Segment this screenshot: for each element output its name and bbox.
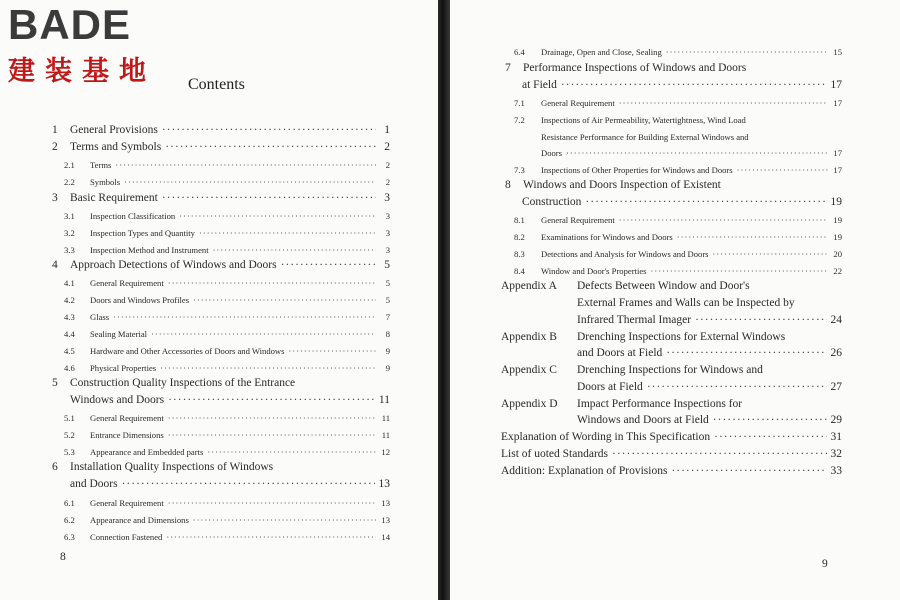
- toc-entry-number: 8.3: [514, 249, 525, 259]
- toc-entry-page: 3: [385, 228, 390, 238]
- toc-dot-leader: [619, 215, 828, 225]
- toc-entry[interactable]: [514, 232, 842, 242]
- toc-entry-page: 5: [384, 259, 390, 271]
- toc-entry[interactable]: [52, 124, 390, 136]
- toc-entry-number: 4.3: [64, 312, 75, 322]
- toc-entry[interactable]: [514, 249, 842, 259]
- toc-entry-title: Drenching Inspections for Windows and: [577, 364, 763, 376]
- toc-dot-leader: [281, 259, 376, 271]
- toc-entry-number: 6.4: [514, 47, 525, 57]
- toc-dot-leader: [165, 141, 376, 153]
- toc-dot-leader: [713, 249, 828, 259]
- toc-entry-title: Inspection Types and Quantity: [90, 228, 195, 238]
- toc-entry-title: Explanation of Wording in This Specification: [501, 431, 711, 443]
- toc-entry-number: 6: [52, 461, 58, 473]
- toc-entry-number: 4.6: [64, 363, 75, 373]
- toc-entry-number: 4.2: [64, 295, 75, 305]
- toc-entry-page: 9: [385, 363, 390, 373]
- toc-entry-title: Inspections of Other Properties for Windows and Doors: [541, 165, 733, 175]
- toc-entry-number: 4: [52, 259, 58, 271]
- toc-entry-number: 8: [505, 179, 511, 191]
- toc-entry-title: General Requirement: [90, 413, 164, 423]
- toc-entry-title: Entrance Dimensions: [90, 430, 164, 440]
- toc-entry-number: 5: [52, 377, 58, 389]
- toc-entry-number: 2: [52, 141, 58, 153]
- toc-entry-page: 1: [384, 124, 390, 136]
- toc-entry-page: 19: [833, 232, 842, 242]
- toc-entry[interactable]: [577, 314, 842, 326]
- toc-dot-leader: [166, 532, 376, 542]
- toc-entry-title: Approach Detections of Windows and Doors: [70, 259, 277, 271]
- toc-entry-title: Appearance and Embedded parts: [90, 447, 204, 457]
- toc-entry[interactable]: [64, 295, 390, 305]
- toc-entry[interactable]: [501, 364, 842, 376]
- toc-entry[interactable]: [514, 215, 842, 225]
- toc-dot-leader: [207, 447, 376, 457]
- toc-entry-number: 4.1: [64, 278, 75, 288]
- toc-dot-leader: [666, 47, 828, 57]
- toc-dot-leader: [162, 124, 376, 136]
- toc-entry-title: Hardware and Other Accessories of Doors and Windows: [90, 346, 285, 356]
- toc-entry-number: 5.3: [64, 447, 75, 457]
- toc-entry[interactable]: [577, 381, 842, 393]
- toc-entry-title: Inspections of Air Permeability, Watertightness, Wind Load: [541, 115, 746, 125]
- right-page: [450, 0, 900, 600]
- right-page-number: 9: [822, 558, 828, 570]
- toc-entry-number: 8.4: [514, 266, 525, 276]
- book-gutter: [438, 0, 450, 600]
- toc-entry-title: and Doors at Field: [577, 347, 663, 359]
- toc-entry-title: Window and Door's Properties: [541, 266, 647, 276]
- toc-entry-title: Doors and Windows Profiles: [90, 295, 190, 305]
- toc-entry-page: 17: [833, 98, 842, 108]
- toc-entry[interactable]: [64, 532, 390, 542]
- toc-entry-title: Performance Inspections of Windows and Doors: [523, 62, 747, 74]
- toc-entry-number: Appendix A: [501, 280, 557, 292]
- toc-entry-title: Construction: [522, 196, 582, 208]
- toc-entry-number: 4.4: [64, 329, 75, 339]
- toc-entry-page: 11: [381, 430, 390, 440]
- toc-entry-title: Glass: [90, 312, 110, 322]
- toc-entry[interactable]: [52, 461, 390, 473]
- toc-dot-leader: [695, 314, 826, 326]
- toc-entry-title: Drenching Inspections for External Windows: [577, 331, 786, 343]
- toc-entry-title: Terms: [90, 160, 112, 170]
- toc-entry-page: 17: [833, 148, 842, 158]
- toc-entry[interactable]: [64, 346, 390, 356]
- toc-entry-title: Resistance Performance for Building External Windows and: [541, 132, 749, 142]
- toc-entry-title: Doors: [541, 148, 563, 158]
- toc-entry-page: 17: [833, 165, 842, 175]
- toc-entry-title: General Provisions: [70, 124, 158, 136]
- toc-entry-page: 17: [830, 79, 842, 91]
- toc-entry-page: 5: [385, 295, 390, 305]
- toc-entry-page: 7: [385, 312, 390, 322]
- toc-entry-number: 8.2: [514, 232, 525, 242]
- toc-entry-page: 24: [830, 314, 842, 326]
- toc-entry-number: 2.2: [64, 177, 75, 187]
- toc-entry-title: General Requirement: [541, 215, 615, 225]
- toc-entry-title: Infrared Thermal Imager: [577, 314, 692, 326]
- toc-entry-page: 33: [830, 465, 842, 477]
- toc-entry-number: 3.3: [64, 245, 75, 255]
- toc-entry-page: 2: [384, 141, 390, 153]
- toc-entry-title: Sealing Material: [90, 329, 148, 339]
- toc-dot-leader: [213, 245, 376, 255]
- toc-entry[interactable]: [514, 98, 842, 108]
- toc-entry-page: 5: [385, 278, 390, 288]
- toc-entry[interactable]: [541, 148, 842, 158]
- toc-entry-page: 31: [830, 431, 842, 443]
- toc-entry[interactable]: [52, 259, 390, 271]
- toc-entry[interactable]: [64, 329, 390, 339]
- toc-entry-title: Impact Performance Inspections for: [577, 398, 743, 410]
- toc-entry-number: 3.2: [64, 228, 75, 238]
- toc-dot-leader: [677, 232, 828, 242]
- toc-entry-title: Windows and Doors at Field: [577, 414, 709, 426]
- toc-entry[interactable]: [514, 165, 842, 175]
- toc-dot-leader: [179, 211, 376, 221]
- toc-dot-leader: [168, 413, 376, 423]
- logo-latin-text: BADE: [8, 1, 132, 48]
- toc-entry-page: 22: [833, 266, 842, 276]
- toc-entry[interactable]: [505, 179, 842, 191]
- toc-entry[interactable]: [522, 196, 842, 208]
- toc-entry-title: Terms and Symbols: [70, 141, 162, 153]
- contents-title: Contents: [188, 76, 245, 93]
- toc-entry-page: 11: [378, 394, 390, 406]
- toc-dot-leader: [612, 448, 827, 460]
- toc-dot-leader: [168, 394, 375, 406]
- toc-entry-title: Construction Quality Inspections of the Entrance: [70, 377, 296, 389]
- toc-entry[interactable]: [64, 177, 390, 187]
- toc-dot-leader: [619, 98, 828, 108]
- toc-entry-title: Physical Properties: [90, 363, 157, 373]
- left-page-number: 8: [60, 551, 66, 563]
- toc-dot-leader: [651, 266, 828, 276]
- toc-entry-number: 5.2: [64, 430, 75, 440]
- toc-entry-title: General Requirement: [90, 278, 164, 288]
- toc-dot-leader: [115, 160, 376, 170]
- toc-entry-page: 3: [385, 211, 390, 221]
- toc-entry-number: 3: [52, 192, 58, 204]
- toc-entry-title: General Requirement: [90, 498, 164, 508]
- toc-entry-title: Connection Fastened: [90, 532, 163, 542]
- toc-entry-title: Windows and Doors Inspection of Existent: [523, 179, 721, 191]
- toc-entry-page: 3: [385, 245, 390, 255]
- toc-entry-number: Appendix C: [501, 364, 557, 376]
- toc-entry[interactable]: [64, 228, 390, 238]
- toc-dot-leader: [561, 79, 827, 91]
- toc-entry-title: Inspection Classification: [90, 211, 176, 221]
- toc-entry[interactable]: [501, 448, 842, 460]
- toc-entry-number: 4.5: [64, 346, 75, 356]
- toc-entry-page: 13: [381, 498, 390, 508]
- toc-entry[interactable]: [64, 498, 390, 508]
- toc-dot-leader: [714, 431, 826, 443]
- toc-dot-leader: [566, 148, 828, 158]
- toc-entry-page: 19: [833, 215, 842, 225]
- toc-entry[interactable]: [64, 515, 390, 525]
- bade-logo: [8, 1, 178, 88]
- toc-entry[interactable]: [64, 160, 390, 170]
- toc-entry-page: 3: [384, 192, 390, 204]
- toc-entry-number: 7.2: [514, 115, 525, 125]
- toc-dot-leader: [585, 196, 826, 208]
- toc-entry-title: at Field: [522, 79, 557, 91]
- toc-entry-page: 12: [381, 447, 390, 457]
- toc-entry-page: 15: [833, 47, 842, 57]
- toc-entry-number: 6.1: [64, 498, 75, 508]
- toc-entry-number: 7: [505, 62, 511, 74]
- toc-entry-title: General Requirement: [541, 98, 615, 108]
- toc-entry-title: Windows and Doors: [70, 394, 165, 406]
- left-page: [0, 0, 438, 600]
- toc-entry-number: 8.1: [514, 215, 525, 225]
- toc-entry-number: 1: [52, 124, 58, 136]
- toc-entry-number: 7.3: [514, 165, 525, 175]
- toc-entry-number: Appendix B: [501, 331, 557, 343]
- toc-entry[interactable]: [501, 398, 842, 410]
- toc-entry-page: 9: [385, 346, 390, 356]
- toc-dot-leader: [168, 278, 376, 288]
- toc-entry-page: 2: [385, 160, 390, 170]
- toc-dot-leader: [162, 192, 376, 204]
- toc-entry-page: 19: [830, 196, 842, 208]
- toc-entry[interactable]: [505, 62, 842, 74]
- toc-dot-leader: [168, 498, 376, 508]
- toc-entry[interactable]: [577, 297, 842, 309]
- toc-dot-leader: [288, 346, 376, 356]
- toc-entry-page: 11: [381, 413, 390, 423]
- toc-dot-leader: [193, 515, 376, 525]
- toc-entry[interactable]: [514, 266, 842, 276]
- toc-entry-title: Doors at Field: [577, 381, 643, 393]
- toc-entry[interactable]: [64, 363, 390, 373]
- toc-dot-leader: [113, 312, 376, 322]
- toc-entry-title: Detections and Analysis for Windows and Doors: [541, 249, 709, 259]
- toc-entry[interactable]: [501, 465, 842, 477]
- toc-entry[interactable]: [64, 245, 390, 255]
- toc-entry-number: 5.1: [64, 413, 75, 423]
- toc-entry-title: Inspection Method and Instrument: [90, 245, 209, 255]
- toc-entry-title: Drainage, Open and Close, Sealing: [541, 47, 662, 57]
- toc-entry[interactable]: [501, 331, 842, 343]
- toc-entry-title: Defects Between Window and Door's: [577, 280, 750, 292]
- toc-entry[interactable]: [52, 141, 390, 153]
- toc-entry[interactable]: [52, 192, 390, 204]
- toc-entry-page: 27: [830, 381, 842, 393]
- toc-entry[interactable]: [577, 414, 842, 426]
- toc-entry[interactable]: [64, 278, 390, 288]
- toc-entry[interactable]: [541, 132, 842, 142]
- toc-entry-page: 32: [830, 448, 842, 460]
- toc-entry-number: 6.3: [64, 532, 75, 542]
- toc-dot-leader: [168, 430, 376, 440]
- toc-dot-leader: [160, 363, 376, 373]
- toc-entry[interactable]: [64, 447, 390, 457]
- toc-entry-page: 13: [378, 478, 390, 490]
- toc-dot-leader: [671, 465, 826, 477]
- toc-dot-leader: [122, 478, 375, 490]
- toc-entry[interactable]: [64, 413, 390, 423]
- toc-entry[interactable]: [70, 394, 390, 406]
- toc-entry-title: Appearance and Dimensions: [90, 515, 189, 525]
- toc-entry-title: Installation Quality Inspections of Windows: [70, 461, 274, 473]
- toc-dot-leader: [124, 177, 376, 187]
- toc-entry-number: 7.1: [514, 98, 525, 108]
- toc-entry[interactable]: [64, 211, 390, 221]
- toc-dot-leader: [713, 414, 827, 426]
- toc-entry-page: 20: [833, 249, 842, 259]
- toc-entry-title: and Doors: [70, 478, 118, 490]
- toc-entry[interactable]: [64, 312, 390, 322]
- toc-entry-number: Appendix D: [501, 398, 558, 410]
- toc-entry-page: 29: [830, 414, 842, 426]
- toc-entry[interactable]: [514, 115, 842, 125]
- toc-entry-title: Symbols: [90, 177, 121, 187]
- toc-entry-page: 13: [381, 515, 390, 525]
- toc-dot-leader: [737, 165, 828, 175]
- toc-entry-page: 2: [385, 177, 390, 187]
- toc-entry-page: 26: [830, 347, 842, 359]
- toc-entry[interactable]: [514, 47, 842, 57]
- toc-entry[interactable]: [501, 280, 842, 292]
- toc-dot-leader: [666, 347, 826, 359]
- toc-entry[interactable]: [577, 347, 842, 359]
- toc-entry[interactable]: [522, 79, 842, 91]
- toc-entry-title: External Frames and Walls can be Inspected by: [577, 297, 795, 309]
- toc-entry[interactable]: [70, 478, 390, 490]
- toc-dot-leader: [647, 381, 827, 393]
- toc-entry-number: 3.1: [64, 211, 75, 221]
- toc-entry[interactable]: [52, 377, 390, 389]
- toc-entry-number: 2.1: [64, 160, 75, 170]
- toc-entry[interactable]: [64, 430, 390, 440]
- toc-entry-title: Addition: Explanation of Provisions: [501, 465, 668, 477]
- toc-entry-page: 8: [385, 329, 390, 339]
- toc-entry-title: List of uoted Standards: [501, 448, 608, 460]
- toc-dot-leader: [151, 329, 376, 339]
- toc-dot-leader: [193, 295, 376, 305]
- toc-entry-title: Basic Requirement: [70, 192, 158, 204]
- logo-chinese-text: 建装基地: [8, 56, 156, 87]
- toc-entry-title: Examinations for Windows and Doors: [541, 232, 673, 242]
- toc-entry-page: 14: [381, 532, 390, 542]
- toc-entry[interactable]: [501, 431, 842, 443]
- toc-dot-leader: [199, 228, 376, 238]
- toc-entry-number: 6.2: [64, 515, 75, 525]
